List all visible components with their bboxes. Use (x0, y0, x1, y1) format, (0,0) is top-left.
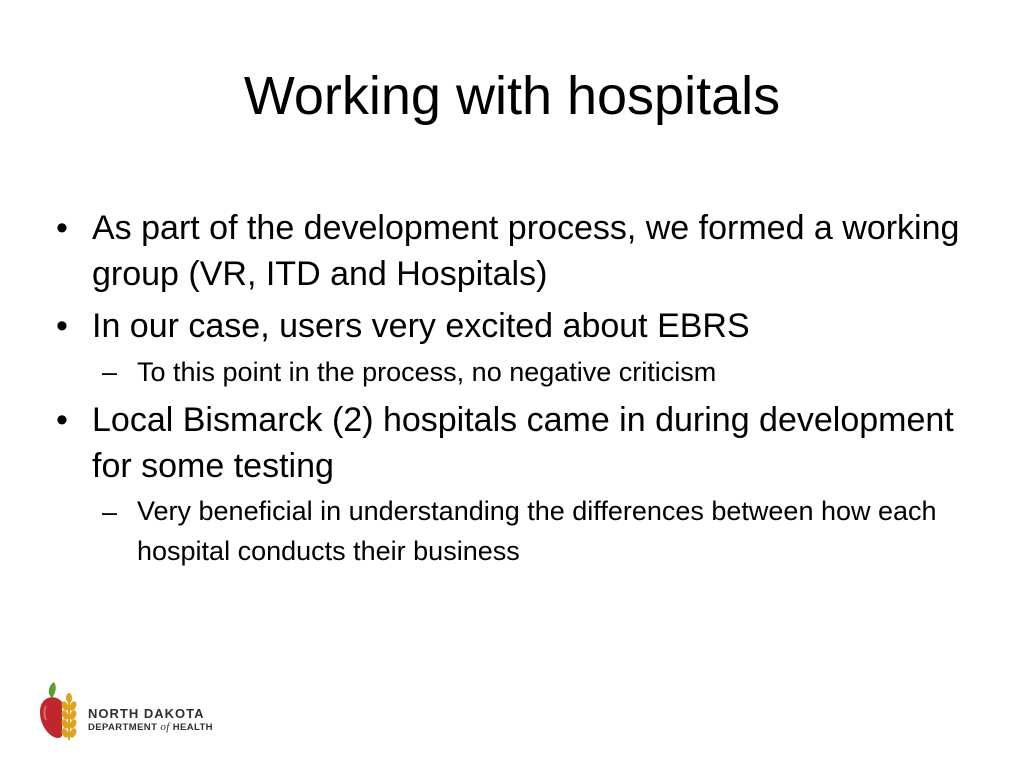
sub-bullet-text: To this point in the process, no negative criticism (137, 357, 717, 387)
sub-bullet-marker: – (102, 357, 118, 387)
slide-title: Working with hospitals (243, 66, 781, 126)
bullet-marker: • (56, 401, 68, 439)
logo-line-1: NORTH DAKOTA (88, 706, 205, 721)
bullet-item (52, 205, 992, 297)
logo-line-2 (88, 721, 213, 734)
logo-line-2b: HEALTH (169, 722, 213, 733)
bullet-text: As part of the development process, we formed a working group (VR, ITD and Hospitals) (92, 209, 960, 293)
sub-bullet-item (52, 351, 992, 393)
nd-health-logo (38, 680, 258, 742)
bullet-list (52, 205, 992, 575)
bullet-text: In our case, users very excited about EBRS (92, 307, 750, 345)
bullet-item (52, 303, 992, 349)
sub-bullet-marker: – (102, 497, 118, 527)
bullet-item (52, 397, 992, 489)
bullet-text: Local Bismarck (2) hospitals came in during development for some testing (92, 401, 954, 485)
sub-bullet-text: Very beneficial in understanding the differences between how each hospital conducts their business (137, 496, 937, 566)
bullet-marker: • (56, 209, 68, 247)
apple-wheat-icon (38, 680, 84, 742)
logo-of: of (160, 721, 170, 733)
bullet-marker: • (56, 307, 68, 345)
sub-bullet-item (52, 491, 992, 571)
logo-text (88, 706, 213, 734)
logo-line-2a: DEPARTMENT (88, 722, 161, 733)
